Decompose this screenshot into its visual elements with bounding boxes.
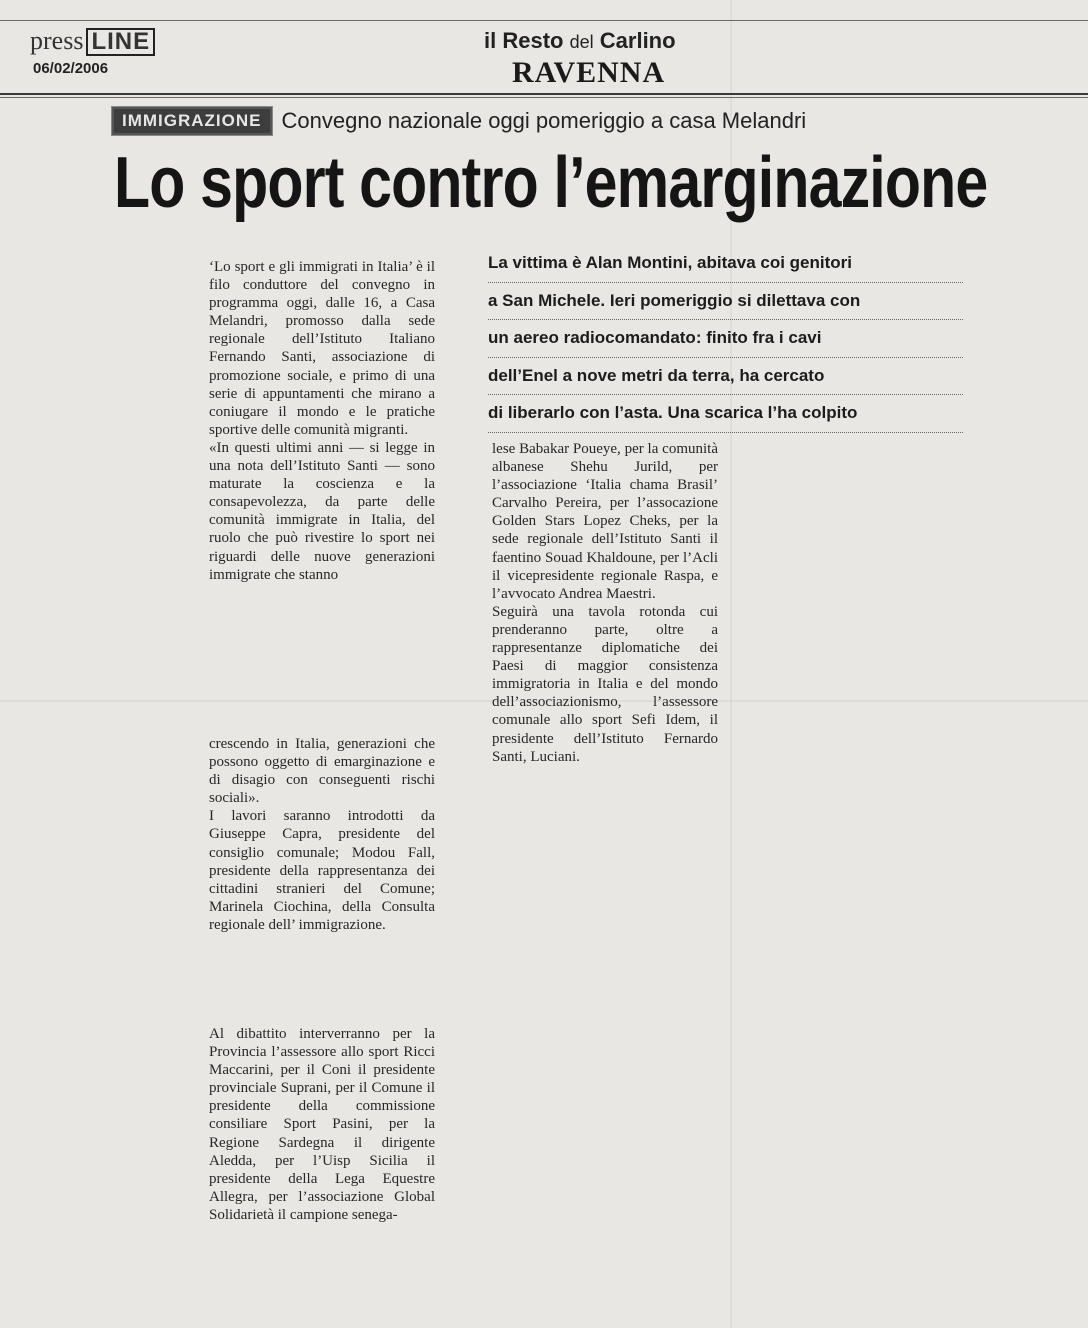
city-edition: RAVENNA: [512, 56, 666, 89]
newspaper-name: [484, 28, 676, 54]
newspaper-il: il: [484, 28, 497, 53]
newspaper-resto: Resto: [502, 28, 564, 53]
section-tag: IMMIGRAZIONE: [112, 107, 272, 135]
deck-line: dell’Enel a nove metri da terra, ha cercato: [488, 358, 963, 396]
newspaper-del: del: [569, 32, 594, 52]
masthead-rule: [0, 93, 1088, 95]
pressline-logo-press: press: [30, 26, 84, 55]
body-column-1-final: [209, 1025, 435, 1224]
body-text: Al dibattito interverranno per la Provincia l’assessore allo sport Ricci Maccarini, per il Coni il presidente provinciale Suprani, per il Comune il presidente della commissione consiliare Sport Pasini, per la Regione Sardegna il dirigente Aledda, per l’Uisp Sicilia il presidente della Lega Equestre Allegra, per l’associazione Global Solidarietà il campione senega-: [209, 1026, 435, 1223]
body-column-2: [492, 440, 718, 766]
masthead-rule-thin: [0, 97, 1088, 98]
body-text: ‘Lo sport e gli immigrati in Italia’ è il filo conduttore del convegno in programma oggi, dalle 16, a Casa Melandri, promosso dalla sede regionale dell’Istituto Italiano Fernando Santi, associazione di promozione sociale, e primo di una serie di appuntamenti che mirano a coniugare il mondo e le pratiche sportive delle comunità migranti. «In questi ultimi anni — si legge in una nota dell’Istituto Santi — sono maturate la coscienza e la consapevolezza, da parte delle comunità immigrate in Italia, del ruolo che può rivestire lo sport nei riguardi delle nuove generazioni immigrate che stanno: [209, 259, 435, 583]
body-column-1-continued: [209, 735, 435, 934]
body-text: crescendo in Italia, generazioni che possono oggetto di emarginazione e di disagio con conseguenti rischi sociali». I lavori saranno introdotti da Giuseppe Capra, presidente del consiglio comunale; Modou Fall, presidente della rappresentanza dei cittadini stranieri del Comune; Marinela Ciochina, della Consulta regionale dell’ immigrazione.: [209, 736, 435, 933]
kicker-text: Convegno nazionale oggi pomeriggio a casa Melandri: [281, 108, 807, 133]
kicker: [112, 108, 806, 134]
headline: Lo sport contro l’emarginazione: [114, 143, 988, 223]
body-column-1: [209, 258, 435, 584]
body-text: lese Babakar Poueye, per la comunità albanese Shehu Jurild, per l’associazione ‘Italia chama Brasil’ Carvalho Pereira, per l’assocazione Golden Stars Lopez Cheks, per la sede regionale dell’Istituto Santi il faentino Souad Khaldoune, per l’Acli il vicepresidente regionale Raspa, e l’avvocato Andrea Maestri. Seguirà una tavola rotonda cui prenderanno parte, oltre a rappresentanze diplomatiche dei Paesi di maggior consistenza immigratoria in Italia e del mondo dell’associazionismo, l’assessore comunale allo sport Sefi Idem, il presidente dell’Istituto Fernardo Santi, Luciani.: [492, 441, 718, 765]
newspaper-carlino: Carlino: [599, 28, 676, 53]
pressline-logo-line: LINE: [86, 28, 155, 56]
deck-line: di liberarlo con l’asta. Una scarica l’ha colpito: [488, 395, 963, 433]
deck-line: a San Michele. Ieri pomeriggio si dilettava con: [488, 283, 963, 321]
top-rule: [0, 20, 1088, 21]
deck-line: La vittima è Alan Montini, abitava coi genitori: [488, 245, 963, 283]
clipping-date: 06/02/2006: [33, 60, 109, 77]
deck: [488, 245, 963, 433]
deck-line: un aereo radiocomandato: finito fra i cavi: [488, 320, 963, 358]
pressline-logo: [30, 28, 155, 56]
